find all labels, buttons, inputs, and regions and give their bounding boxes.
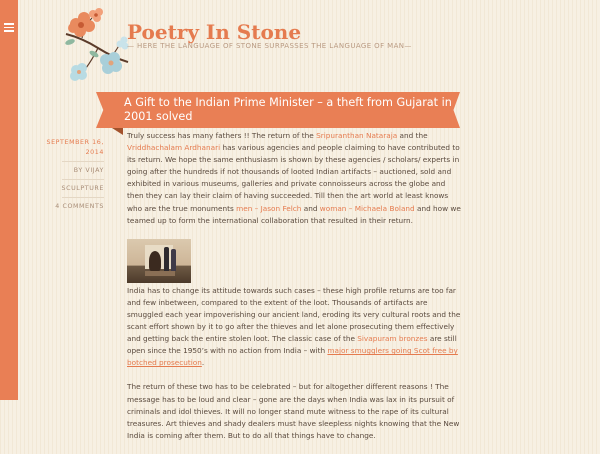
post-title-banner xyxy=(96,92,460,128)
flower-branch-illustration xyxy=(62,4,130,86)
post-date[interactable]: SEPTEMBER 16, 2014 xyxy=(46,139,104,156)
link-michaela-boland[interactable]: woman – Michaela Boland xyxy=(319,203,415,213)
post-title[interactable]: A Gift to the Indian Prime Minister – a theft from Gujarat in 2001 solved xyxy=(124,96,452,123)
paragraph-1 xyxy=(127,130,462,227)
link-jason-felch[interactable]: men – Jason Felch xyxy=(236,203,302,213)
link-vriddhachalam-ardhanari[interactable]: Vriddhachalam Ardhanari xyxy=(127,143,221,153)
banner-fold xyxy=(112,128,123,135)
post-author: BY VIJAY xyxy=(73,167,104,174)
post-content xyxy=(127,130,462,454)
text: are still open since the 1950’s with no action from India – with xyxy=(127,334,457,356)
post-photo[interactable] xyxy=(127,239,191,283)
text: India has to change its attitude towards such cases – these high profile returns are too far and few inbetween, compared to the extent of the loot. Thousands of artifacts are smuggled each year impoverishing our ancient land, eroding its very cultural roots and the scant effort shown by it to go after the thieves and let alone prosecuting them effectively and getting back the entire stolen loot. The classic case of the xyxy=(127,285,461,344)
text: has various agencies and people claiming to have contributed to its return. We hope the same enthusiasm is shown by these agencies / scholars/ experts in going after the hundreds if not thousands of looted Indian artifacts – auctioned, sold and exhibited in various museums, galleries and private connoisseurs across the globe and then they can lay their claim of having succeeded. Till then the art world at least knows who are the true monuments xyxy=(127,143,460,213)
link-major-smugglers[interactable]: major smugglers going Scot free by botched prosecution xyxy=(127,346,458,368)
link-sripuranthan-nataraja[interactable]: Sripuranthan Nataraja xyxy=(316,131,398,140)
meta-divider xyxy=(62,179,104,180)
text: . xyxy=(201,358,205,368)
text: and the xyxy=(397,131,428,140)
text: and how we teamed up to form the international collaboration that resulted in their return. xyxy=(127,203,461,225)
text: Truly success has many fathers !! The return of the xyxy=(127,131,317,140)
meta-divider xyxy=(62,197,104,198)
meta-divider xyxy=(62,161,104,162)
menu-icon[interactable] xyxy=(4,23,14,31)
paragraph-2 xyxy=(127,285,462,370)
text: and xyxy=(301,203,320,213)
post-category[interactable]: SCULPTURE xyxy=(61,185,104,192)
link-sivapuram-bronzes[interactable]: Sivapuram bronzes xyxy=(357,334,428,344)
comments-link[interactable]: 4 COMMENTS xyxy=(55,203,104,210)
paragraph-3: The return of these two has to be celebrated – but for altogether different reasons ! The message has to be loud and clear – gone are the days when India was lax in its pursuit of criminals and idol thieves. It will no longer stand mute witness to the rape of its cultural treasures. Art thieves and shady dealers must have sleepless nights knowing that the New India is coming after them. But to do all that things have to change. xyxy=(127,382,460,440)
sidebar xyxy=(0,0,18,400)
site-tagline: — HERE THE LANGUAGE OF STONE SURPASSES THE LANGUAGE OF MAN— xyxy=(127,42,412,50)
site-title[interactable]: Poetry In Stone xyxy=(127,20,302,44)
post-meta xyxy=(40,138,104,212)
